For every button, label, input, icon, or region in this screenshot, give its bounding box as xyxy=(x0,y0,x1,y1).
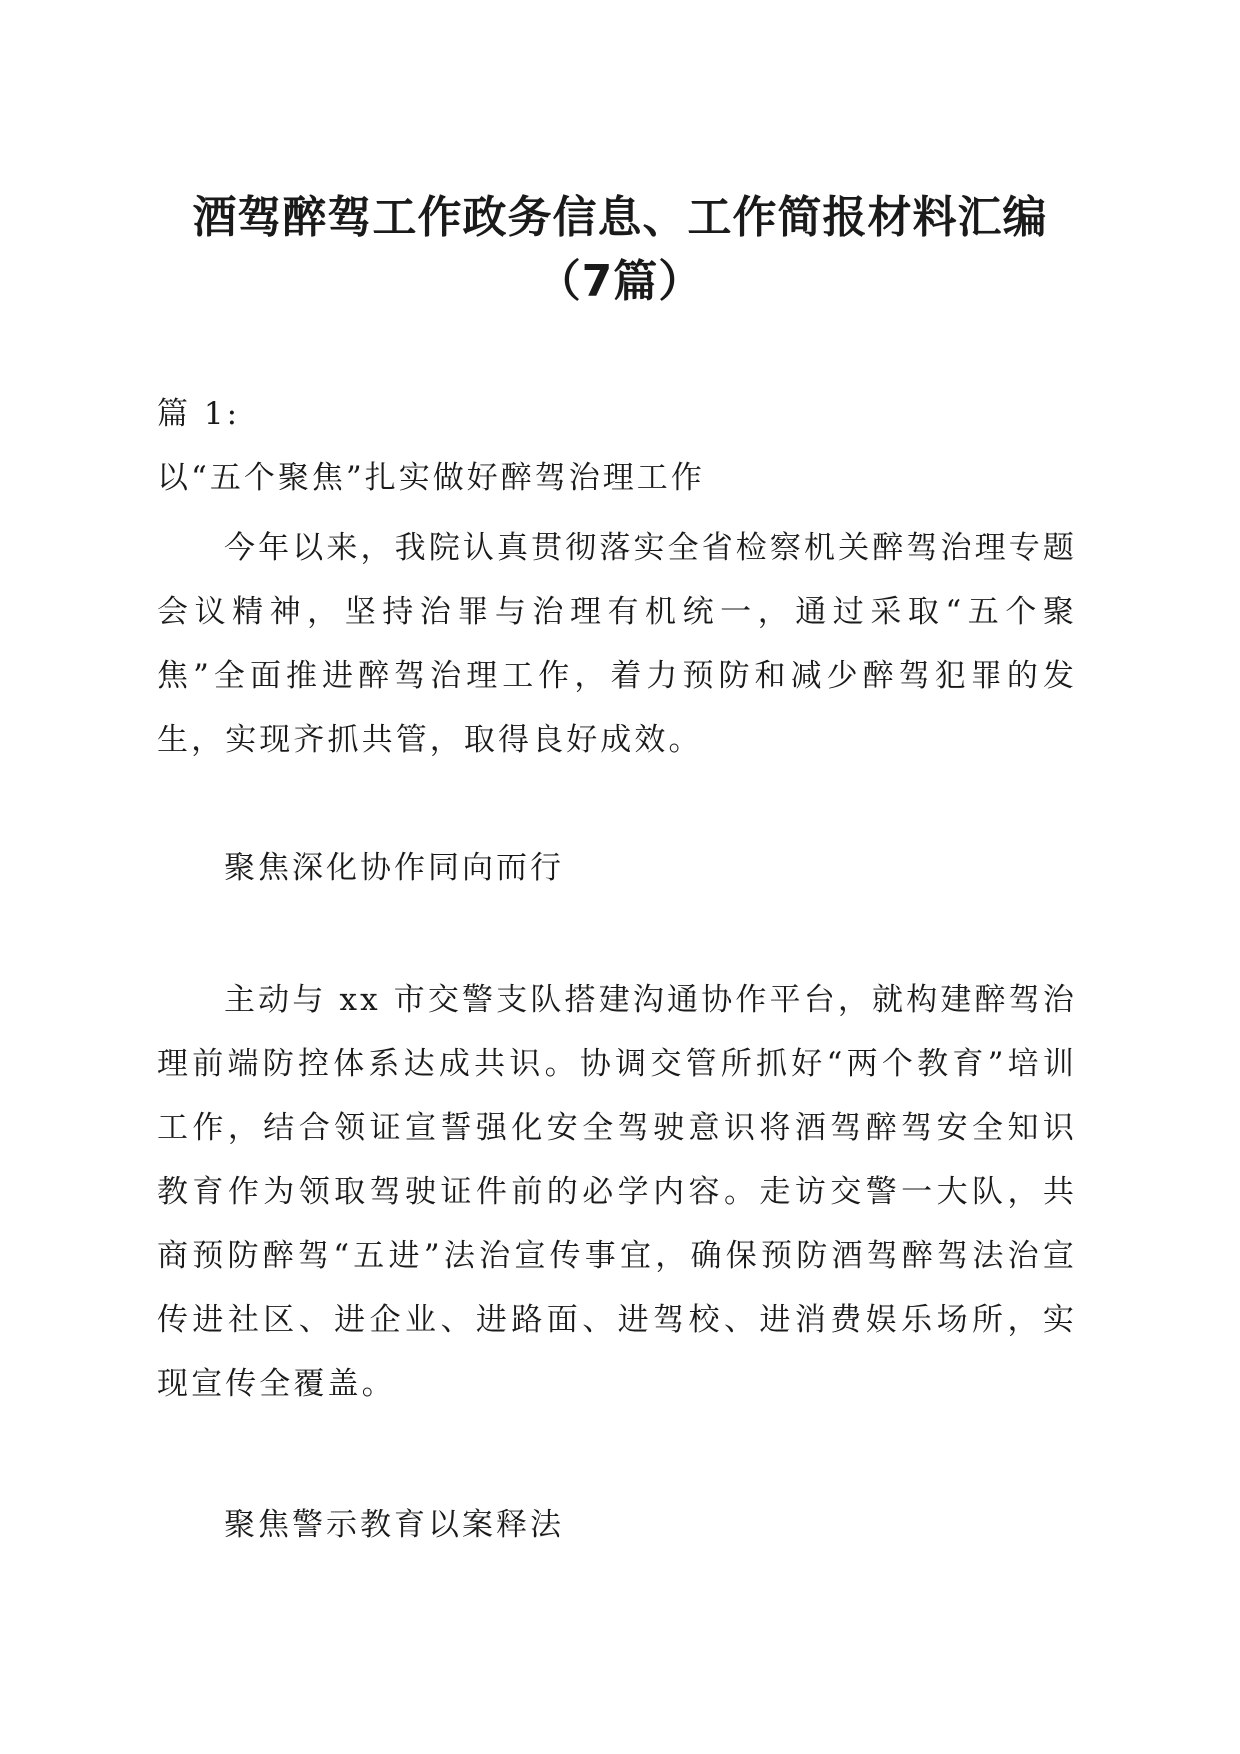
document-title-line1: 酒驾醉驾工作政务信息、工作简报材料汇编 xyxy=(192,192,1048,243)
section-heading-1: 聚焦深化协作同向而行 xyxy=(224,850,564,886)
document-title-line2: （7篇） xyxy=(536,256,704,307)
section-label: 篇 1: xyxy=(157,396,241,432)
article-title: 以“五个聚焦”扎实做好醉驾治理工作 xyxy=(157,460,705,496)
body-paragraph-1: 主动与 xx 市交警支队搭建沟通协作平台，就构建醉驾治理前端防控体系达成共识。协调交管所抓好“两个教育”培训工作，结合领证宣誓强化安全驾驶意识将酒驾醉驾安全知识教育作为领取驾驶证件前的必学内容。走访交警一大队，共商预防醉驾“五进”法治宣传事宜，确保预防酒驾醉驾法治宣传进社区、进企业、进路面、进驾校、进消费娱乐场所，实现宣传全覆盖。 xyxy=(157,982,1077,1402)
intro-paragraph: 今年以来，我院认真贯彻落实全省检察机关醉驾治理专题会议精神，坚持治罪与治理有机统一，通过采取“五个聚焦”全面推进醉驾治理工作，着力预防和减少醉驾犯罪的发生，实现齐抓共管，取得良好成效。 xyxy=(157,530,1077,758)
section-heading-2: 聚焦警示教育以案释法 xyxy=(224,1507,564,1543)
